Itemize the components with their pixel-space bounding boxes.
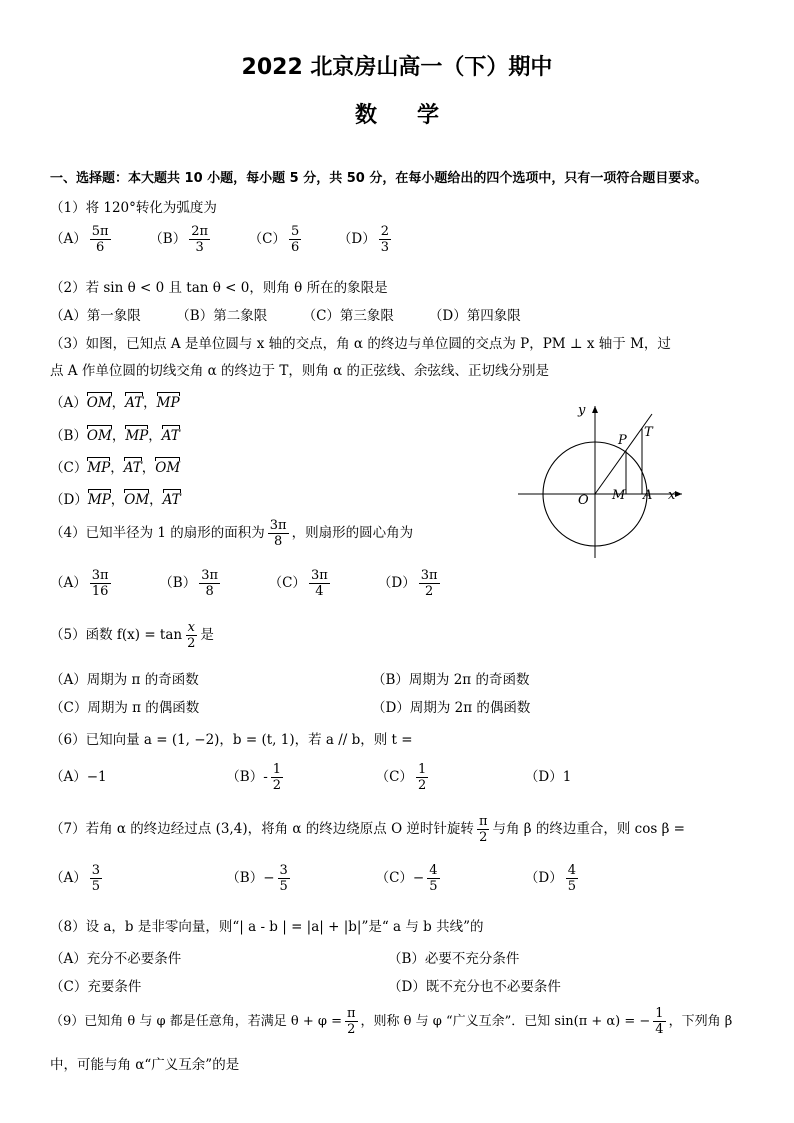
option-a: （A） $\frac{3\pi}{16}$ [50,568,109,599]
question-2-options [50,304,551,324]
label-m: M [612,488,626,503]
option-d: （D） $\frac{3\pi}{2}$ [377,568,438,599]
option-a: （A）第一象限 [50,308,141,324]
option-b: （B） $\frac{2\pi}{3}$ [149,224,209,255]
question-8-option-c: （C）充要条件 [50,979,142,995]
question-3-option-b: （B）OM，MP，AT [50,428,180,444]
question-8-option-a: （A）充分不必要条件 [50,951,182,967]
option-a: （A） $\frac{3}{5}$ [50,863,101,894]
option-a: （A） $\frac{5\pi}{6}$ [50,224,109,255]
question-8-option-b: （B）必要不充分条件 [388,951,520,967]
label-o: O [578,493,589,508]
question-9-stem-line2: 中，可能与角 α“广义互余”的是 [50,1057,240,1073]
option-d: （D） $\frac{2}{3}$ [337,224,389,255]
question-5-option-d: （D）周期为 2π 的偶函数 [372,700,531,716]
label-p: P [618,433,627,448]
page-title: 2022 北京房山高一（下）期中 [241,55,553,80]
option-b: （B）- $\frac{1}{2}$ [226,762,282,793]
question-5-option-a: （A）周期为 π 的奇函数 [50,672,199,688]
option-c: （C） $\frac{1}{2}$ [375,762,427,793]
question-5-option-b: （B）周期为 2π 的奇函数 [372,672,530,688]
option-b: （B）第二象限 [176,308,268,324]
option-b: （B） $\frac{3\pi}{8}$ [159,568,219,599]
option-c: （C） $\frac{3\pi}{4}$ [268,568,328,599]
question-3-option-a: （A）OM，AT，MP [50,395,180,411]
question-8-stem: （8）设 a，b 是非零向量，则“| a - b | = |a| + |b|”是“ a 与 b 共线”的 [50,919,484,935]
question-5-option-c: （C）周期为 π 的偶函数 [50,700,200,716]
question-6-stem: （6）已知向量 a = (1, −2)，b = (t, 1)，若 a // b，则 t = [50,732,413,748]
question-5-stem: （5）函数 f(x) = tan $\frac{x}{2}$ 是 [50,620,214,651]
option-d: （D）第四象限 [428,308,521,324]
label-x: x [668,488,676,503]
question-1-stem: （1）将 120°转化为弧度为 [50,200,217,216]
question-2-stem: （2）若 sin θ < 0 且 tan θ < 0，则角 θ 所在的象限是 [50,280,388,296]
section-heading: 一、选择题：本大题共 10 小题，每小题 5 分，共 50 分，在每小题给出的四个选项中，只有一项符合题目要求。 [50,171,708,186]
question-8-option-d: （D）既不充分也不必要条件 [388,979,561,995]
option-d: （D） $\frac{4}{5}$ [524,863,576,894]
question-9-stem-line1: （9）已知角 θ 与 φ 都是任意角，若满足 θ + φ = $\frac{\pi}{2}$ ，则称 θ 与 φ “广义互余”．已知 sin(π + α) = − $\frac{1}{4}$ ，下列角 β [50,1006,733,1037]
question-3-stem-line2: 点 A 作单位圆的切线交角 α 的终边于 T，则角 α 的正弦线、余弦线、正切线分别是 [50,363,550,379]
question-3-option-d: （D）MP，OM，AT [50,492,181,508]
subject-title: 数学 [354,103,479,128]
question-1-options [50,224,418,255]
question-4-options [50,568,468,599]
label-a: A [643,488,653,503]
question-7-stem: （7）若角 α 的终边经过点 (3,4)，将角 α 的终边绕原点 O 逆时针旋转 $\frac{\pi}{2}$ 与角 β 的终边重合，则 cos β = [50,814,685,845]
question-6-options [50,762,605,793]
label-t: T [644,425,653,440]
option-c: （C）− $\frac{4}{5}$ [375,863,438,894]
question-3-stem-line1: （3）如图，已知点 A 是单位圆与 x 轴的交点，角 α 的终边与单位圆的交点为 P，PM ⊥ x 轴于 M，过 [50,336,671,352]
question-3-option-c: （C）MP，AT，OM [50,460,181,476]
option-b: （B）− $\frac{3}{5}$ [226,863,288,894]
question-4-stem: （4）已知半径为 1 的扇形的面积为 $\frac{3\pi}{8}$ ，则扇形的圆心角为 [50,518,414,549]
option-d: （D）1 [524,769,572,785]
option-c: （C） $\frac{5}{6}$ [248,224,300,255]
unit-circle-figure [510,398,690,563]
option-a: （A）−1 [50,769,107,785]
label-y: y [578,403,586,418]
question-7-options [50,863,605,894]
option-c: （C）第三象限 [302,308,394,324]
x-axis-arrow [675,491,682,497]
y-axis-arrow [592,406,598,413]
